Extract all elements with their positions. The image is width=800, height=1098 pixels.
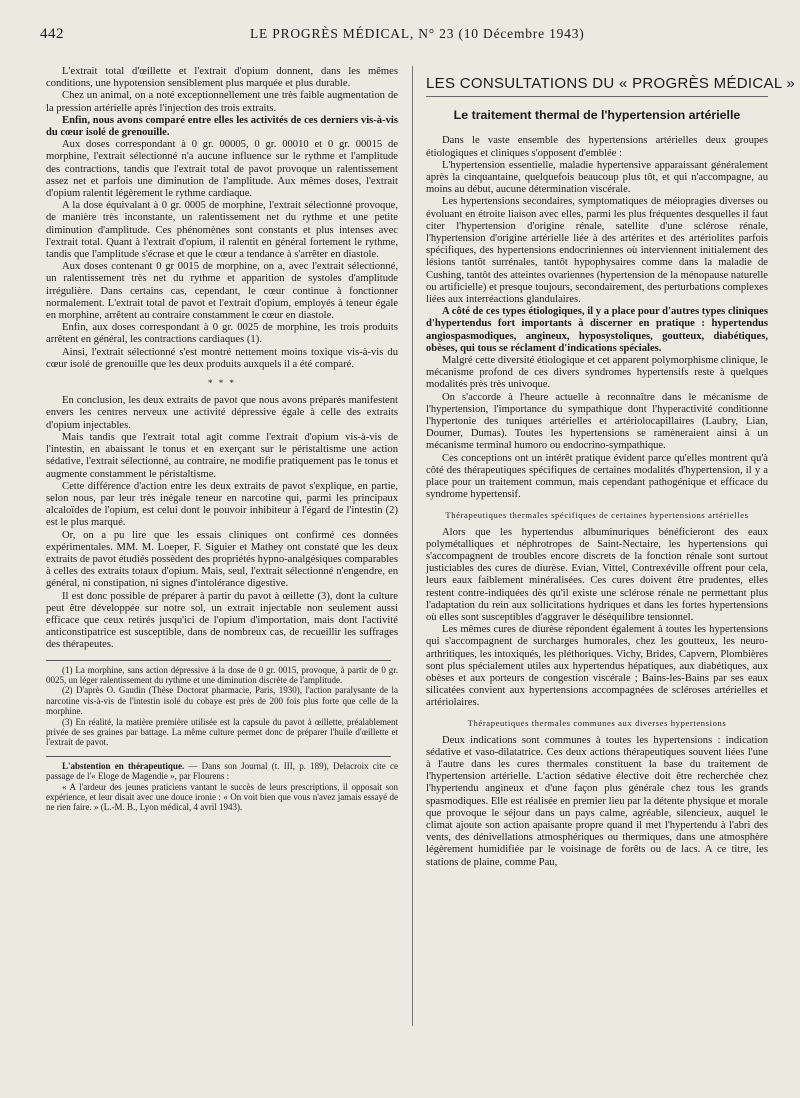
anecdote-quote: « A l'ardeur des jeunes praticiens vantant le succès de leurs prescriptions, il opposait son expérience, et leur disait avec une douce ironie : « On voit bien que vous n'avez jamais essayé de ne rien faire. » (L.-M. B., Lyon médical, 4 avril 1943). bbox=[46, 781, 398, 813]
paragraph: Alors que les hypertendus albuminuriques bénéficieront des eaux polymétalliques et néphrotropes de Saint-Nectaire, les hypertensions qui s'accompagnent de troubles encore discrets de la fonction rénale sont surtout justiciables des cures de diurèse. Evian, Vittel, Contrexéville offrent pour cela, leurs eaux faiblement minéralisées. Ces cures doivent être prudentes, elles restent contre-indiquées dès qu'il existe une sclérose rénale ne permettant plus l'adaptation du rein aux sollicitations hydriques et dans les fortes hypertensions où elles sont susceptibles d'aggraver le déséquilibre tensionnel. bbox=[426, 526, 768, 623]
conclusion-paragraph: En conclusion, les deux extraits de pavot que nous avons préparés manifestent envers les centres nerveux une activité dépressive égale à celle des extraits d'opium injectables. bbox=[46, 395, 398, 431]
paragraph: Ces conceptions ont un intérêt pratique évident parce qu'elles montrent qu'à côté des thérapeutiques spécifiques de certaines modalités d'hypertension, il y a place pour un traitement commun, mais cependant pathogénique et efficace du syndrome hypertensif. bbox=[426, 452, 768, 501]
paragraph: Enfin, nous avons comparé entre elles les activités de ces derniers vis-à-vis du cœur isolé de grenouille. bbox=[46, 114, 398, 139]
article-title: Le traitement thermal de l'hypertension artérielle bbox=[453, 108, 741, 123]
column-divider bbox=[412, 66, 413, 1026]
paragraph: Dans le vaste ensemble des hypertensions artérielles deux groupes étiologiques et cliniques s'opposent d'emblée : bbox=[426, 135, 768, 159]
conclusion-paragraph: Mais tandis que l'extrait total agit comme l'extrait d'opium vis-à-vis de l'intestin, en abaissant le tonus et en exerçant sur le péristaltisme une action sédative, l'extrait sélectionné, au contraire, ne modifie pratiquement pas le tonus et augmente constamment le péristaltisme. bbox=[46, 431, 398, 480]
paragraph: A la dose équivalant à 0 gr. 0005 de morphine, l'extrait sélectionné provoque, de manière très inconstante, un ralentissement net du rythme et une petite diminution d'amplitude. Ces phénomènes sont constants et plus intenses avec l'extrait total. Quant à l'extrait d'opium, il ralentit en général fortement le rythme, tandis que l'amplitude s'écrase et que le cœur a tendance à s'arrêter en diastole. bbox=[46, 200, 398, 261]
right-column bbox=[426, 75, 796, 869]
paragraph: Chez un animal, on a noté exceptionnellement une très faible augmentation de la pression artérielle après l'injection des trois extraits. bbox=[46, 90, 398, 114]
paragraph: Malgré cette diversité étiologique et cet apparent polymorphisme clinique, le mécanisme profond de ces divers syndromes hypertensifs reste à quelques modalités près très univoque. bbox=[426, 355, 768, 391]
anecdote bbox=[46, 761, 398, 782]
conclusion-paragraph: Or, on a pu lire que les essais cliniques ont confirmé ces données expérimentales. MM. M. Loeper, F. Siguier et Mathey ont constaté que les deux extraits de pavot étudiés possèdent des propriétés hypno-analgésiques comparables à celles des extraits totaux d'opium. Mais, seul, l'extrait sélectionné n'engendre, en général, ni constipation, ni signes d'intolérance digestive. bbox=[46, 529, 398, 590]
paragraph: A côté de ces types étiologiques, il y a place pour d'autres types cliniques d'hypertendus fort importants à discerner en pratique : hypertendus angiospasmodiques, angineux, hyposystoliques, goutteux, diabétiques, obèses, qui tous se réclament d'indications spéciales. bbox=[426, 306, 768, 354]
paragraph: On s'accorde à l'heure actuelle à reconnaître dans le mécanisme de l'hypertension, l'importance du sympathique dont l'hyperactivité conditionne l'hypertonie des tuniques artérielles et artériolocapillaires (Laubry, Lian, Doumer, Dumas). Toutes les hypertensions se ramèneraient ainsi à un mécanisme terminal humoro ou endocrino-sympathique. bbox=[426, 391, 768, 452]
anecdote-title: L'abstention en thérapeutique. bbox=[62, 760, 185, 771]
footnote: (3) En réalité, la matière première utilisée est la capsule du pavot à œillette, préalablement privée de ses graines par battage. La même culture permet donc de préparer l'huile d'œillette et l'extrait de pavot. bbox=[46, 716, 398, 748]
footnote-rule bbox=[46, 660, 391, 661]
paragraph: Ainsi, l'extrait sélectionné s'est montré nettement moins toxique vis-à-vis du cœur isolé de grenouille que les deux produits auxquels il a été comparé. bbox=[46, 346, 398, 370]
section-title: LES CONSULTATIONS DU « PROGRÈS MÉDICAL » bbox=[426, 78, 768, 97]
footnote: (1) La morphine, sans action dépressive à la dose de 0 gr. 0015, provoque, à partir de 0 gr. 0025, un léger ralentissement du rythme et une diminution discrète de l'amplitude. bbox=[46, 664, 398, 685]
anecdote-intro: — Dans son Journal (t. III, p. 189), Delacroix cite ce passage de l'« Eloge de Magendie », par Flourens : bbox=[46, 760, 399, 782]
paragraph: L'extrait total d'œillette et l'extrait d'opium donnent, dans les mêmes conditions, une hypotension sensiblement plus marquée et plus durable. bbox=[46, 66, 398, 90]
paragraph: Enfin, aux doses correspondant à 0 gr. 0025 de morphine, les trois produits arrêtent en général, les contractions cardiaques (1). bbox=[46, 322, 398, 346]
section-heading: Thérapeutiques thermales spécifiques de certaines hypertensions artérielles bbox=[445, 509, 749, 520]
journal-title: LE PROGRÈS MÉDICAL, N° 23 (10 Décembre 1943) bbox=[250, 26, 585, 41]
paragraph: L'hypertension essentielle, maladie hypertensive apparaissant généralement après la cinquantaine, quelquefois beaucoup plus tôt, et qui n'accompagne, au moins au début, aucune détermination viscérale. bbox=[426, 159, 768, 196]
conclusion-paragraph: Cette différence d'action entre les deux extraits de pavot s'explique, en partie, selon nous, par leur très inégale teneur en narcotine qui, parmi les principaux alcaloïdes de l'opium, est celui dont le pouvoir inhibiteur à l'égard de l'intestin (2) est le plus marqué. bbox=[46, 480, 398, 529]
left-column bbox=[46, 66, 398, 813]
section-heading: Thérapeutiques thermales communes aux diverses hypertensions bbox=[467, 717, 727, 728]
section-separator: * * * bbox=[208, 378, 236, 389]
paragraph: Les mêmes cures de diurèse répondent également à toutes les hypertensions qui s'accompagnent de surcharges humorales, chez les goutteux, les neuro-arthritiques, les intoxiqués, les pléthoriques. Vichy, Brides, Capvern, Plombières sont plus spécialement utiles aux hypertendus hépatiques, aux diabétiques, aux obèses et aux porteurs de congestion viscérale ; Bains-les-Bains par ses eaux silicatées convient aux hypertensions accompagnées de scléroses artérielles et artériolaires. bbox=[426, 624, 768, 709]
paragraph: Aux doses contenant 0 gr 0015 de morphine, on a, avec l'extrait sélectionné, un ralentissement très net du rythme et apparition de systoles d'amplitude irrégulière. Dans certains cas, cependant, le cœur continue à fonctionner normalement. L'extrait total de pavot et l'extrait d'opium, employés à teneur égale en morphine, arrêtent au contraire constamment le cœur en diastole. bbox=[46, 261, 398, 322]
conclusion-paragraph: Il est donc possible de préparer à partir du pavot à œillette (3), dont la culture peut être développée sur notre sol, un extrait injectable non seulement aussi efficace que ceux retirés jusqu'ici de l'opium d'importation, mais dont l'activité anticonstipatrice est susceptible, dans de nombreux cas, de recueillir les suffrages des thérapeutes. bbox=[46, 590, 398, 651]
page-number: 442 bbox=[40, 26, 64, 42]
paragraph: Deux indications sont communes à toutes les hypertensions : indication sédative et vaso-dilatatrice. Ces deux actions thérapeutiques souvent liées l'une à l'autre dans les cures thermales constituent la base du traitement de l'hypertension artérielle. L'action sédative élective doit être recherchée chez l'hypertendu angineux et d'une façon plus générale chez tous les grands spasmodiques. Elle est réalisée en premier lieu par la détente physique et morale que provoque le séjour dans un pays calme, agréable, silencieux, auquel le climat ajoute son action apaisante propre quand il met l'hypertendu à l'abri des vents, des dénivellations atmosphériques ou thermiques, dans une atmosphère légèrement humidifiée par le voisinage de forêts ou de lacs. A ce titre, les stations de plaine, comme Pau, bbox=[426, 734, 768, 868]
page-header bbox=[40, 26, 770, 48]
footnote: (2) D'après O. Gaudin (Thèse Doctorat pharmacie, Paris, 1930), l'action paralysante de la narcotine vis-à-vis de l'intestin isolé du cobaye est près de 200 fois plus forte que celle de la morphine. bbox=[46, 685, 398, 717]
anecdote-rule bbox=[46, 756, 391, 757]
paragraph: Aux doses correspondant à 0 gr. 00005, 0 gr. 00010 et 0 gr. 00015 de morphine, l'extrait sélectionné n'a aucune influence sur le rythme et l'amplitude des contractions, tandis que l'extrait total de pavot provoque un ralentissement assez net et parfois une diminution de l'amplitude. Aux mêmes doses, l'extrait d'opium ralentit légèrement le rythme cardiaque. bbox=[46, 139, 398, 200]
paragraph: Les hypertensions secondaires, symptomatiques de méiopragies diverses ou évoluant en étroite liaison avec elles, parmi les plus fréquentes desquelles il faut citer l'hypertension d'origine rénale, satellite d'une sclérose rénale, l'hypertension d'origine artérielle liée à des artérites et des artériolites parfois spécifiques, des hypertensions endocriniennes où interviennent initialement des lésions tantôt surrénales, tantôt hypophysaires comme dans la maladie de Cushing, tantôt des atteintes ovariennes (hypertension de la ménopause naturelle ou artificielle) et presque toujours, secondairement, des perturbations complexes liées aux interréactions glandulaires. bbox=[426, 196, 768, 306]
